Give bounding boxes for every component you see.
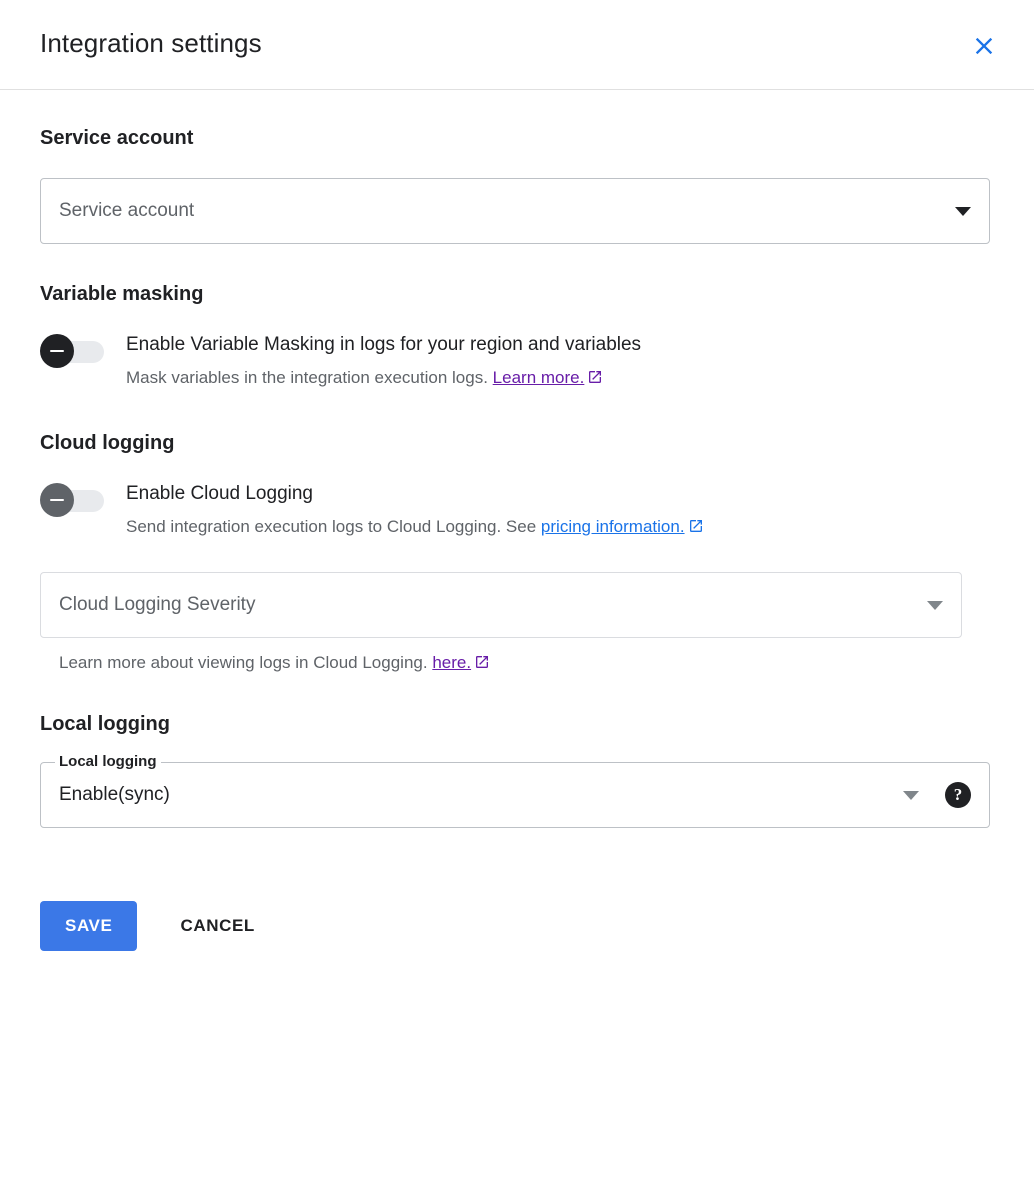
dialog-body <box>0 90 1034 951</box>
page-title: Integration settings <box>40 28 262 58</box>
section-title-variable-masking: Variable masking <box>40 283 204 305</box>
variable-masking-toggle[interactable] <box>40 340 104 364</box>
service-account-select-value: Service account <box>59 200 195 221</box>
cloud-logging-description <box>126 515 704 541</box>
cloud-logging-description-text: Send integration execution logs to Cloud Logging. See <box>126 517 537 536</box>
cloud-logging-pricing-link[interactable]: pricing information. <box>540 517 685 536</box>
save-button[interactable]: SAVE <box>40 901 137 951</box>
variable-masking-description-text: Mask variables in the integration execution logs. <box>126 368 488 387</box>
variable-masking-learn-more-link[interactable]: Learn more. <box>492 368 585 387</box>
external-link-icon <box>587 368 603 392</box>
external-link-icon <box>688 517 704 541</box>
variable-masking-texts <box>126 332 641 392</box>
cloud-logging-toggle[interactable] <box>40 489 104 513</box>
dialog-actions <box>40 901 994 951</box>
cloud-logging-row <box>40 481 994 541</box>
section-title-cloud-logging: Cloud logging <box>40 432 175 454</box>
section-cloud-logging <box>40 392 994 675</box>
section-variable-masking <box>40 244 994 392</box>
local-logging-select-value: Enable(sync) <box>59 784 170 805</box>
cloud-logging-hint-text: Learn more about viewing logs in Cloud Logging. <box>59 653 428 672</box>
help-icon[interactable]: ? <box>945 782 971 808</box>
local-logging-select[interactable] <box>40 753 990 828</box>
minus-icon <box>50 350 64 352</box>
cloud-logging-texts <box>126 481 704 541</box>
cloud-logging-label: Enable Cloud Logging <box>126 483 313 504</box>
cloud-logging-hint <box>59 653 994 675</box>
cancel-button[interactable]: CANCEL <box>180 916 255 935</box>
dialog-header <box>0 0 1034 90</box>
cloud-logging-severity-select[interactable] <box>40 572 962 638</box>
service-account-select[interactable] <box>40 178 990 244</box>
section-title-service-account: Service account <box>40 127 194 149</box>
toggle-knob <box>40 334 74 368</box>
chevron-down-icon <box>927 601 943 610</box>
section-service-account <box>40 90 994 244</box>
close-button[interactable] <box>964 26 1004 66</box>
cloud-logging-here-link[interactable]: here. <box>432 653 472 672</box>
chevron-down-icon <box>955 207 971 216</box>
variable-masking-row <box>40 332 994 392</box>
variable-masking-description <box>126 366 641 392</box>
external-link-icon <box>474 654 490 675</box>
cloud-logging-severity-value: Cloud Logging Severity <box>59 594 256 615</box>
variable-masking-label: Enable Variable Masking in logs for your region and variables <box>126 334 642 355</box>
minus-icon <box>50 499 64 501</box>
chevron-down-icon <box>903 791 919 800</box>
close-icon <box>970 32 998 60</box>
section-local-logging <box>40 675 994 828</box>
toggle-knob <box>40 483 74 517</box>
section-title-local-logging: Local logging <box>40 713 170 735</box>
local-logging-field-legend: Local logging <box>55 753 161 770</box>
